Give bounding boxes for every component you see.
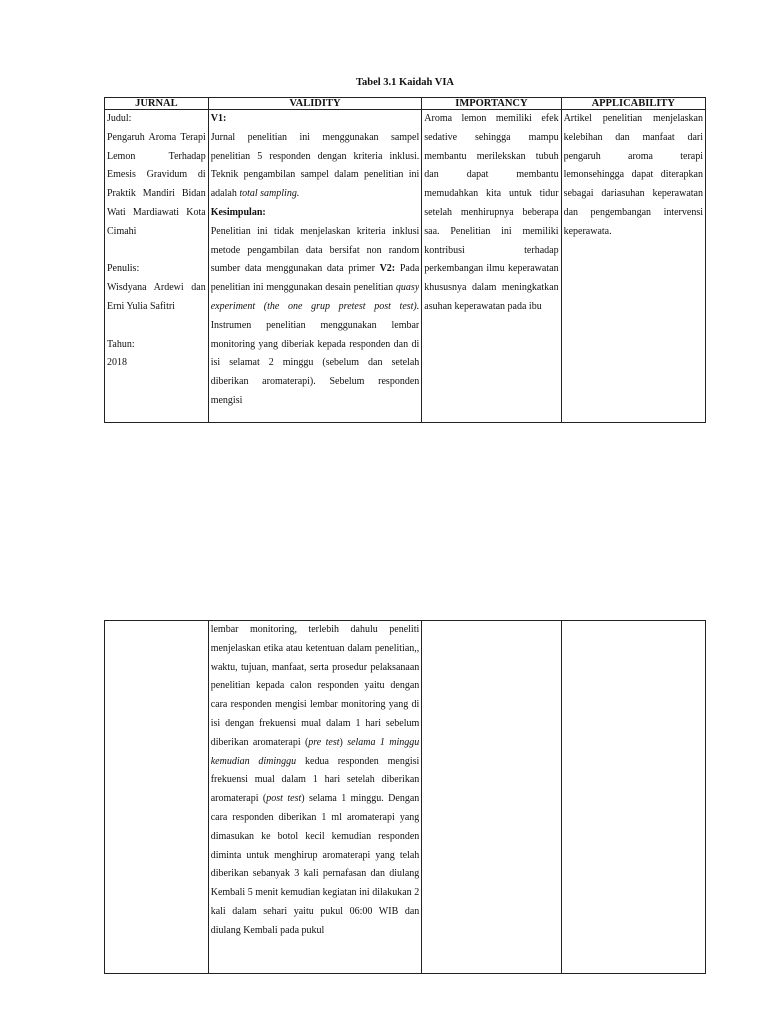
penulis-label: Penulis:: [107, 263, 140, 275]
v2-text: Pada penelitian ini menggunakan desain penelitian: [210, 263, 420, 294]
tahun-label: Tahun:: [107, 338, 135, 350]
pre-test-italic: pre test: [308, 736, 340, 748]
v2-label: V2:: [379, 263, 396, 275]
validity-cell-continued: lembar monitoring, terlebih dahulu peneliti menjelaskan etika atau ketentuan dalam penelitian,, waktu, tujuan, manfaat, serta prosedur pelaksanaan penelitian kepada calon responden yaitu dengan cara responden mengisi lembar monitoring yang di isi dengan frekuensi mual dalam 1 hari sebelum diberikan aromaterapi (pre test) selama 1 minggu kemudian diminggu kedua responden mengisi frekuensi mual dalam 1 hari setelah diberikan aromaterapi (post test) selama 1 minggu. Dengan cara responden diberikan 1 ml aromaterapi yang dimasukan ke botol kecil kemudian responden diminta untuk menghirup aromaterapi yang telah diberikan sebanyak 3 kali pernafasan dan diulang Kembali 5 menit kemudian kegiatan ini dilakukan 2 kali dalam sehari yaitu pukul 06:00 WIB dan diulang Kembali pada pukul: [208, 621, 422, 974]
continued-text: lembar monitoring, terlebih dahulu peneliti menjelaskan etika atau ketentuan dalam penelitian,, waktu, tujuan, manfaat, serta prosedur pelaksanaan penelitian kepada calon responden yaitu dengan cara responden mengisi lembar monitoring yang di isi dengan frekuensi mual dalam 1 hari sebelum diberikan aromaterapi (: [210, 624, 420, 748]
judul-label: Judul:: [107, 113, 132, 124]
kesimpulan-text: Penelitian ini tidak menjelaskan kriteria inklusi metode pengambilan data bersifat non random sumber data menggunakan data primer: [210, 225, 420, 275]
header-applicability: APPLICABILITY: [561, 98, 705, 110]
tahun-text: 2018: [107, 357, 127, 369]
importancy-cell-empty: [422, 621, 561, 974]
table-caption: Tabel 3.1 Kaidah VIA: [355, 77, 455, 88]
judul-text: Pengaruh Aroma Terapi Lemon Terhadap Emesis Gravidum di Praktik Mandiri Bidan Wati Mardiawati Kota Cimahi: [107, 131, 206, 237]
kesimpulan-label: Kesimpulan:: [210, 206, 266, 218]
table-row: [105, 110, 706, 423]
post-test-italic: post test: [266, 793, 302, 805]
applicability-cell-empty: [561, 621, 705, 974]
table-row: [105, 621, 706, 974]
continued-italic: selama 1 minggu kemudian diminggu: [210, 736, 420, 767]
v1-label: V1:: [210, 113, 227, 124]
header-row: [105, 98, 706, 110]
importancy-text: Aroma lemon memiliki efek sedative sehingga mampu membantu merilekskan tubuh dan dapat membantu memudahkan kita untuk tidur setelah menhirupnya beberapa saa. Penelitian ini memiliki kontribusi terhadap perkembangan ilmu keperawatan khususnya dalam meningkatkan asuhan keperawatan pada ibu: [424, 113, 559, 312]
importancy-cell: [422, 110, 561, 423]
v2-text-continued: Instrumen penelitian menggunakan lembar monitoring yang diberiak kepada responden dan di isi selamat 2 minggu (sebelum dan setelah diberikan aromaterapi). Sebelum responden mengisi: [210, 319, 420, 406]
jurnal-cell: [105, 110, 209, 423]
v1-italic: total sampling.: [239, 188, 300, 200]
applicability-text: Artikel penelitian menjelaskan kelebihan dan manfaat dari pengaruh aroma terapi lemonsehingga dapat diterapkan sebagai dariasuhan keperawatan dan pengembangan intervensi keperawata.: [563, 113, 703, 237]
jurnal-cell-empty: [105, 621, 209, 974]
validity-cell: [208, 110, 422, 423]
via-table-continued: [104, 620, 706, 974]
via-table: [104, 97, 706, 423]
v1-text: Jurnal penelitian ini menggunakan sampel penelitian 5 responden dengan kriteria inklusi. Teknik pengambilan sampel dalam penelitian ini adalah: [210, 131, 420, 200]
header-importancy: IMPORTANCY: [422, 98, 561, 110]
applicability-cell: [561, 110, 705, 423]
header-jurnal: JURNAL: [105, 98, 209, 110]
penulis-text: Wisdyana Ardewi dan Erni Yulia Safitri: [107, 282, 206, 312]
header-validity: VALIDITY: [208, 98, 422, 110]
v2-italic: quasy experiment (the one grup pretest post test).: [210, 282, 420, 312]
